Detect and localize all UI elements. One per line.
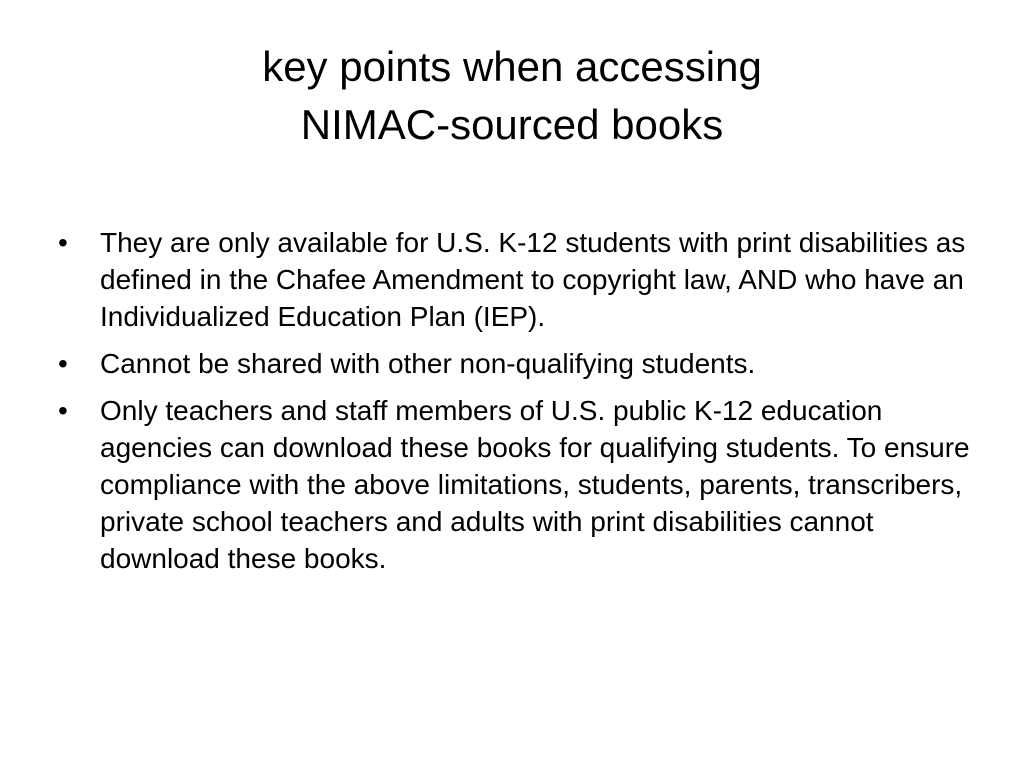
bullet-item — [56, 224, 976, 335]
slide-title-line-2: NIMAC-sourced books — [300, 101, 724, 148]
bullet-dot-icon: • — [58, 348, 68, 379]
slide-title — [60, 38, 964, 154]
bullet-text: Only teachers and staff members of U.S. public K-12 education agencies can download these books for qualifying students. To ensure compliance with the above limitations, students, parents, transcribers, private school teachers and adults with print disabilities cannot download these books. — [100, 395, 970, 574]
bullet-item — [56, 345, 976, 382]
bullet-item — [56, 392, 976, 577]
bullet-text: They are only available for U.S. K-12 students with print disabilities as defined in the Chafee Amendment to copyright law, AND who have an Individualized Education Plan (IEP). — [100, 227, 966, 332]
bullet-dot-icon: • — [58, 227, 68, 258]
bullet-list — [56, 224, 976, 587]
bullet-text: Cannot be shared with other non-qualifying students. — [100, 348, 756, 379]
bullet-dot-icon: • — [58, 395, 68, 426]
slide-title-line-1: key points when accessing — [262, 43, 762, 90]
